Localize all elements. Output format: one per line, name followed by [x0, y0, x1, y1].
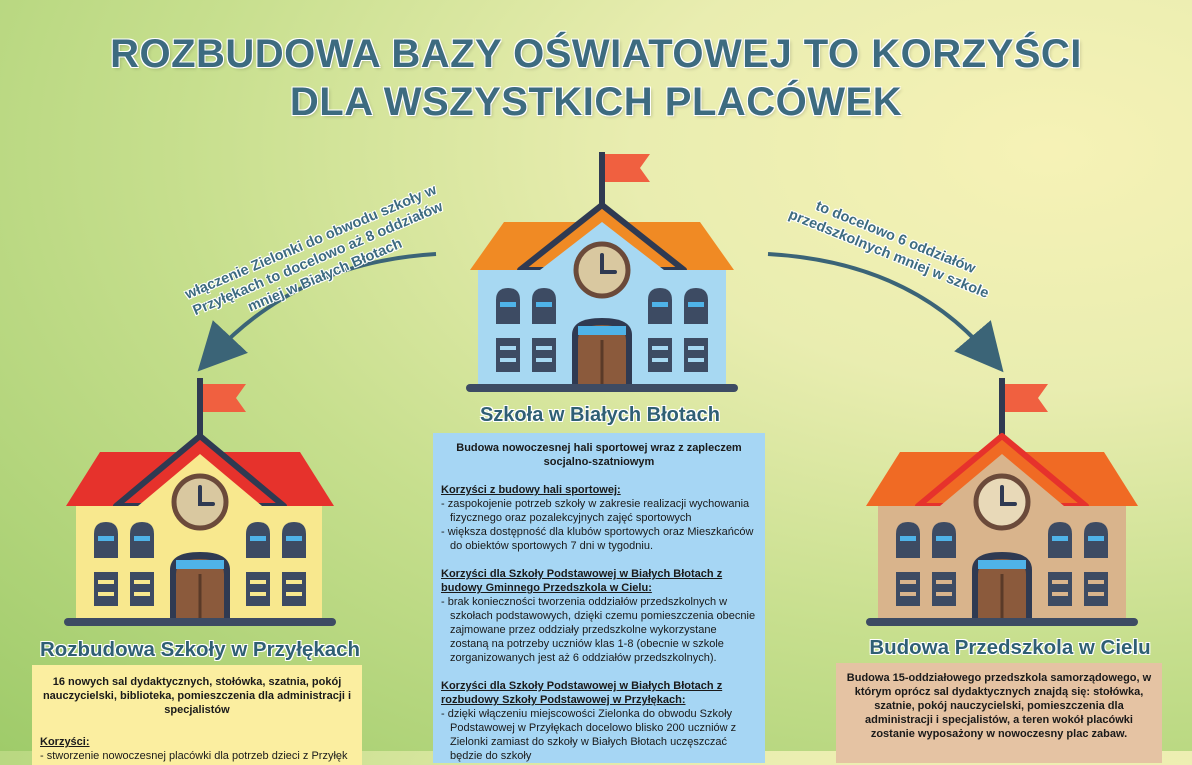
section-heading: Korzyści: [40, 736, 90, 748]
list-item: - większa dostępność dla klubów sportowych oraz Mieszkańców do obiektów sportowych 7 dni w tygodniu. [441, 526, 754, 552]
arrow-label-right: to docelowo 6 oddziałów przedszkolnych mniej w szkole [786, 198, 991, 302]
school-building-right-icon [866, 378, 1138, 626]
school-building-left-icon [64, 378, 336, 626]
section-heading: Korzyści dla Szkoły Podstawowej w Białych Błotach z rozbudowy Szkoły Podstawowej w Przyłękach: [441, 680, 723, 706]
list-item: - dzięki włączeniu miejscowości Zielonka do obwodu Szkoły Podstawowej w Przyłękach docelowo blisko 200 uczniów z Zielonki zamiast do szkoły w Białych Błotach uczęszczać będzie do szkoły [441, 708, 737, 762]
panel-text: Budowa 15-oddziałowego przedszkola samorządowego, w którym oprócz sal dydaktycznych znajdą się: stołówka, szatnie, pokój nauczycielski, pomieszczenia dla administracji i specjalistów, a teren wokół placówki zostanie wyposażony w nowoczesny plac zabaw. [846, 672, 1152, 740]
school-title-left: Rozbudowa Szkoły w Przyłękach [39, 638, 361, 661]
info-panel-left [32, 665, 362, 765]
panel-intro: 16 nowych sal dydaktycznych, stołówka, szatnia, pokój nauczycielski, biblioteka, pomieszczenia dla administracji i specjalistów [42, 676, 352, 716]
info-panel-right [836, 663, 1162, 763]
page-title-line2: DLA WSZYSTKICH PLACÓWEK [289, 80, 903, 124]
school-title-center: Szkoła w Białych Błotach [479, 404, 721, 426]
info-panel-center [433, 433, 765, 763]
school-building-center-icon [466, 152, 738, 392]
list-item: - zaspokojenie potrzeb szkoły w zakresie realizacji wychowania fizycznego oraz pozalekcyjnych zajęć sportowych [441, 498, 750, 524]
arrow-label-left: włączenie Zielonki do obwodu szkoły w Przyłękach to docelowo aż 8 oddziałów mniej w Białych Błotach [182, 182, 446, 320]
section-heading: Korzyści dla Szkoły Podstawowej w Białych Błotach z budowy Gminnego Przedszkola w Cielu: [441, 568, 723, 594]
school-title-right: Budowa Przedszkola w Cielu [869, 636, 1151, 659]
page-title-line1: ROZBUDOWA BAZY OŚWIATOWEJ TO KORZYŚCI [110, 32, 1082, 76]
flag-icon [605, 154, 650, 182]
list-item: - stworzenie nowoczesnej placówki dla potrzeb dzieci z Przyłęk [40, 750, 348, 762]
section-heading: Korzyści z budowy hali sportowej: [441, 484, 621, 496]
panel-intro: Budowa nowoczesnej hali sportowej wraz z zapleczem socjalno-szatniowym [456, 442, 742, 468]
flag-icon [203, 384, 246, 412]
flag-icon [1005, 384, 1048, 412]
list-item: - brak konieczności tworzenia oddziałów przedszkolnych w szkołach podstawowych, dzięki czemu pomieszczenia obecnie zajmowane przez oddziały przedszkolne wykorzystane zostaną na potrzeby uczniów klas 1-8 (obecnie w szkole zorganizowanych jest aż 6 oddziałów przedszkolnych). [441, 596, 756, 664]
